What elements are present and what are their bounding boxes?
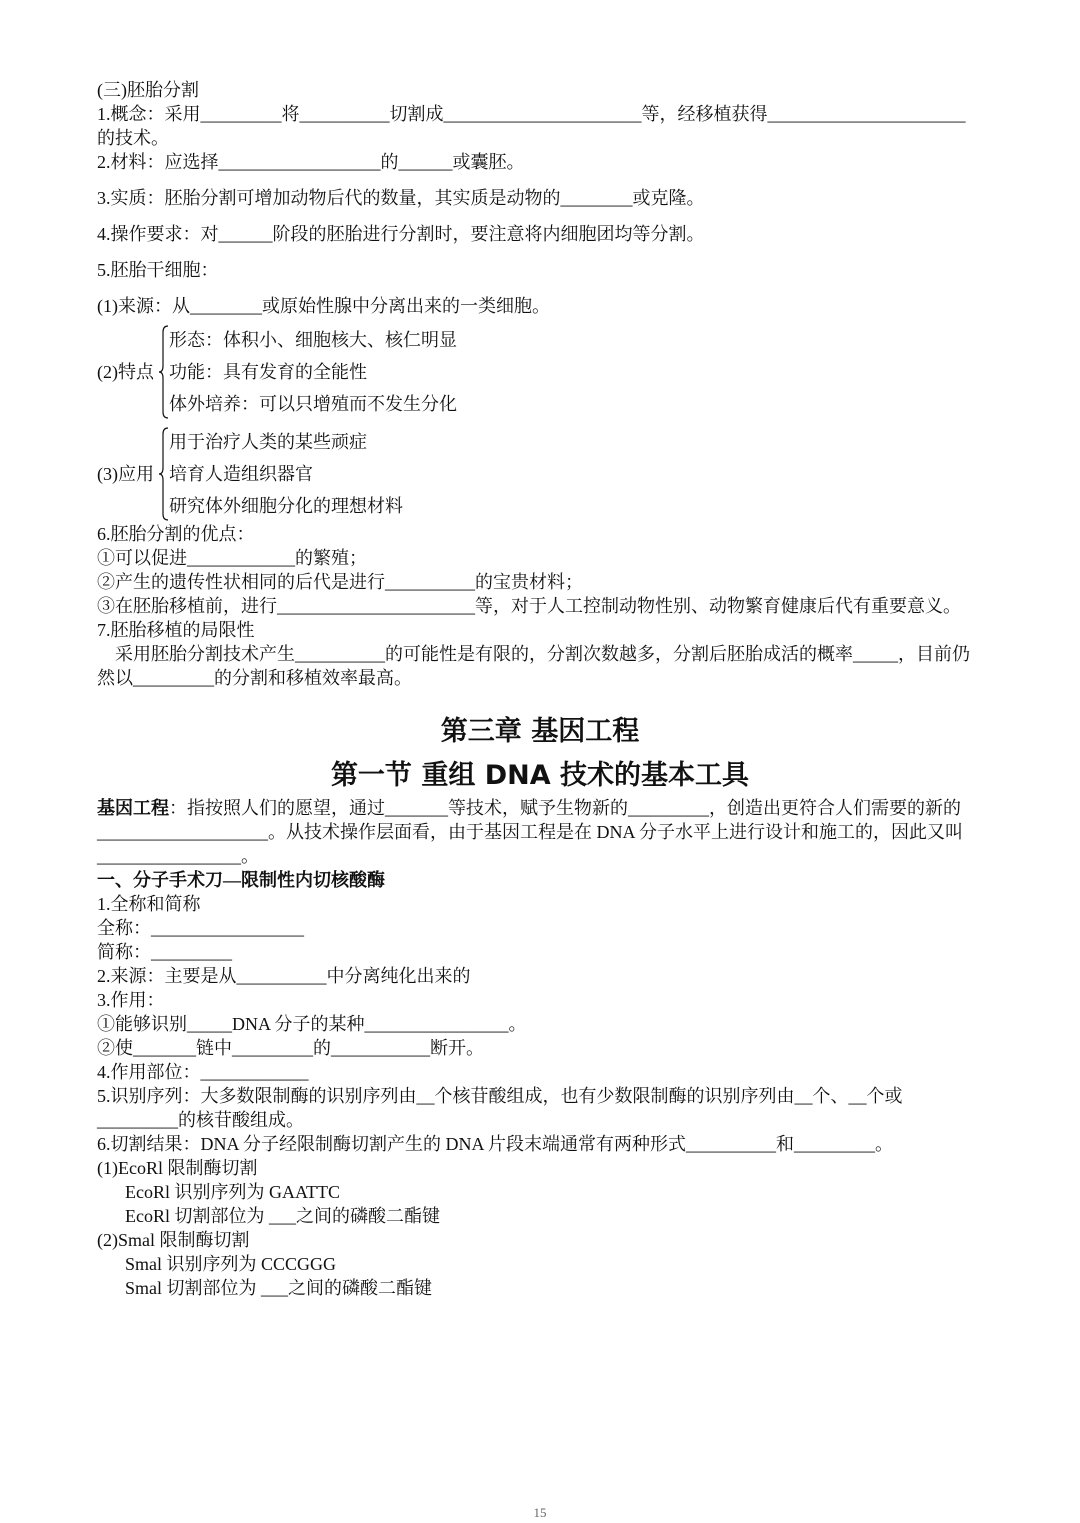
trait-item: 形态：体积小、细胞核大、核仁明显 xyxy=(169,330,457,350)
essence-line: 3.实质：胚胎分割可增加动物后代的数量，其实质是动物的________或克隆。 xyxy=(97,188,705,208)
traits-label: (2)特点 xyxy=(97,362,154,382)
enzyme-source-line: 2.来源：主要是从__________中分离纯化出来的 xyxy=(97,966,471,986)
applications-list xyxy=(169,426,403,522)
material-line: 2.材料：应选择__________________的______或囊胚。 xyxy=(97,152,525,172)
stem-cell-heading: 5.胚胎干细胞： xyxy=(97,260,219,280)
operation-line: 4.操作要求：对______阶段的胚胎进行分割时，要注意将内细胞团均等分割。 xyxy=(97,224,705,244)
genetic-engineering-definition xyxy=(97,796,983,868)
advantage-item: ③在胚胎移植前，进行______________________等，对于人工控制动物性别、动物繁育健康后代有重要意义。 xyxy=(97,596,961,616)
fullname-line: 全称：_________________ xyxy=(97,918,304,938)
limits-text: 采用胚胎分割技术产生__________的可能性是有限的，分割次数越多，分割后胚胎成活的概率_____，目前仍然以_________的分割和移植效率最高。 xyxy=(97,644,970,688)
function-heading: 3.作用： xyxy=(97,990,165,1010)
advantage-item: ②产生的遗传性状相同的后代是进行__________的宝贵材料； xyxy=(97,572,583,592)
section-title: 第一节 重组 DNA 技术的基本工具 xyxy=(330,760,750,791)
applications-block xyxy=(97,426,983,522)
traits-list xyxy=(169,324,457,420)
left-brace-icon xyxy=(159,324,169,420)
sec3-heading: (三)胚胎分割 xyxy=(97,80,199,100)
recognition-line: 5.识别序列：大多数限制酶的识别序列由__个核苷酸组成，也有少数限制酶的识别序列由__个、__个或_________的核苷酸组成。 xyxy=(97,1086,903,1130)
advantage-item: ①可以促进____________的繁殖； xyxy=(97,548,367,568)
chapter-title: 第三章 基因工程 xyxy=(440,716,640,747)
application-item: 培育人造组织器官 xyxy=(169,464,313,484)
names-heading: 1.全称和简称 xyxy=(97,894,201,914)
shortname-line: 简称：_________ xyxy=(97,942,232,962)
ecori-cut: EcoRl 切割部位为 ___之间的磷酸二酯键 xyxy=(125,1206,440,1226)
left-brace-icon xyxy=(159,426,169,522)
function-item: ①能够识别_____DNA 分子的某种________________。 xyxy=(97,1014,527,1034)
ecori-seq: EcoRl 识别序列为 GAATTC xyxy=(125,1182,340,1202)
applications-label: (3)应用 xyxy=(97,464,154,484)
smai-heading: (2)Smal 限制酶切割 xyxy=(97,1230,250,1250)
trait-item: 体外培养：可以只增殖而不发生分化 xyxy=(169,394,457,414)
site-line: 4.作用部位：____________ xyxy=(97,1062,309,1082)
document-page xyxy=(97,78,983,1300)
limits-heading: 7.胚胎移植的局限性 xyxy=(97,620,255,640)
ge-def: ：指按照人们的愿望，通过_______等技术，赋予生物新的_________，创造出更符合人们需要的新的___________________。从技术操作层面看，由于基因工程是在 DNA 分子水平上进行设计和施工的，因此又叫________________。 xyxy=(97,798,963,866)
trait-item: 功能：具有发育的全能性 xyxy=(169,362,367,382)
part1-heading: 一、分子手术刀—限制性内切核酸酶 xyxy=(97,870,385,890)
source-line: (1)来源：从________或原始性腺中分离出来的一类细胞。 xyxy=(97,296,550,316)
function-item: ②使_______链中_________的___________断开。 xyxy=(97,1038,484,1058)
advantages-heading: 6.胚胎分割的优点： xyxy=(97,524,255,544)
smai-cut: Smal 切割部位为 ___之间的磷酸二酯键 xyxy=(125,1278,433,1298)
concept-line: 1.概念：采用_________将__________切割成______________________等，经移植获得______________________的技术。 xyxy=(97,104,966,148)
ge-term: 基因工程 xyxy=(97,798,169,818)
cut-result-line: 6.切割结果：DNA 分子经限制酶切割产生的 DNA 片段末端通常有两种形式__________和_________。 xyxy=(97,1134,894,1154)
page-number: 15 xyxy=(533,1505,547,1520)
application-item: 研究体外细胞分化的理想材料 xyxy=(169,496,403,516)
ecori-heading: (1)EcoRl 限制酶切割 xyxy=(97,1158,258,1178)
traits-block xyxy=(97,324,983,420)
smai-seq: Smal 识别序列为 CCCGGG xyxy=(125,1254,337,1274)
application-item: 用于治疗人类的某些顽症 xyxy=(169,432,367,452)
